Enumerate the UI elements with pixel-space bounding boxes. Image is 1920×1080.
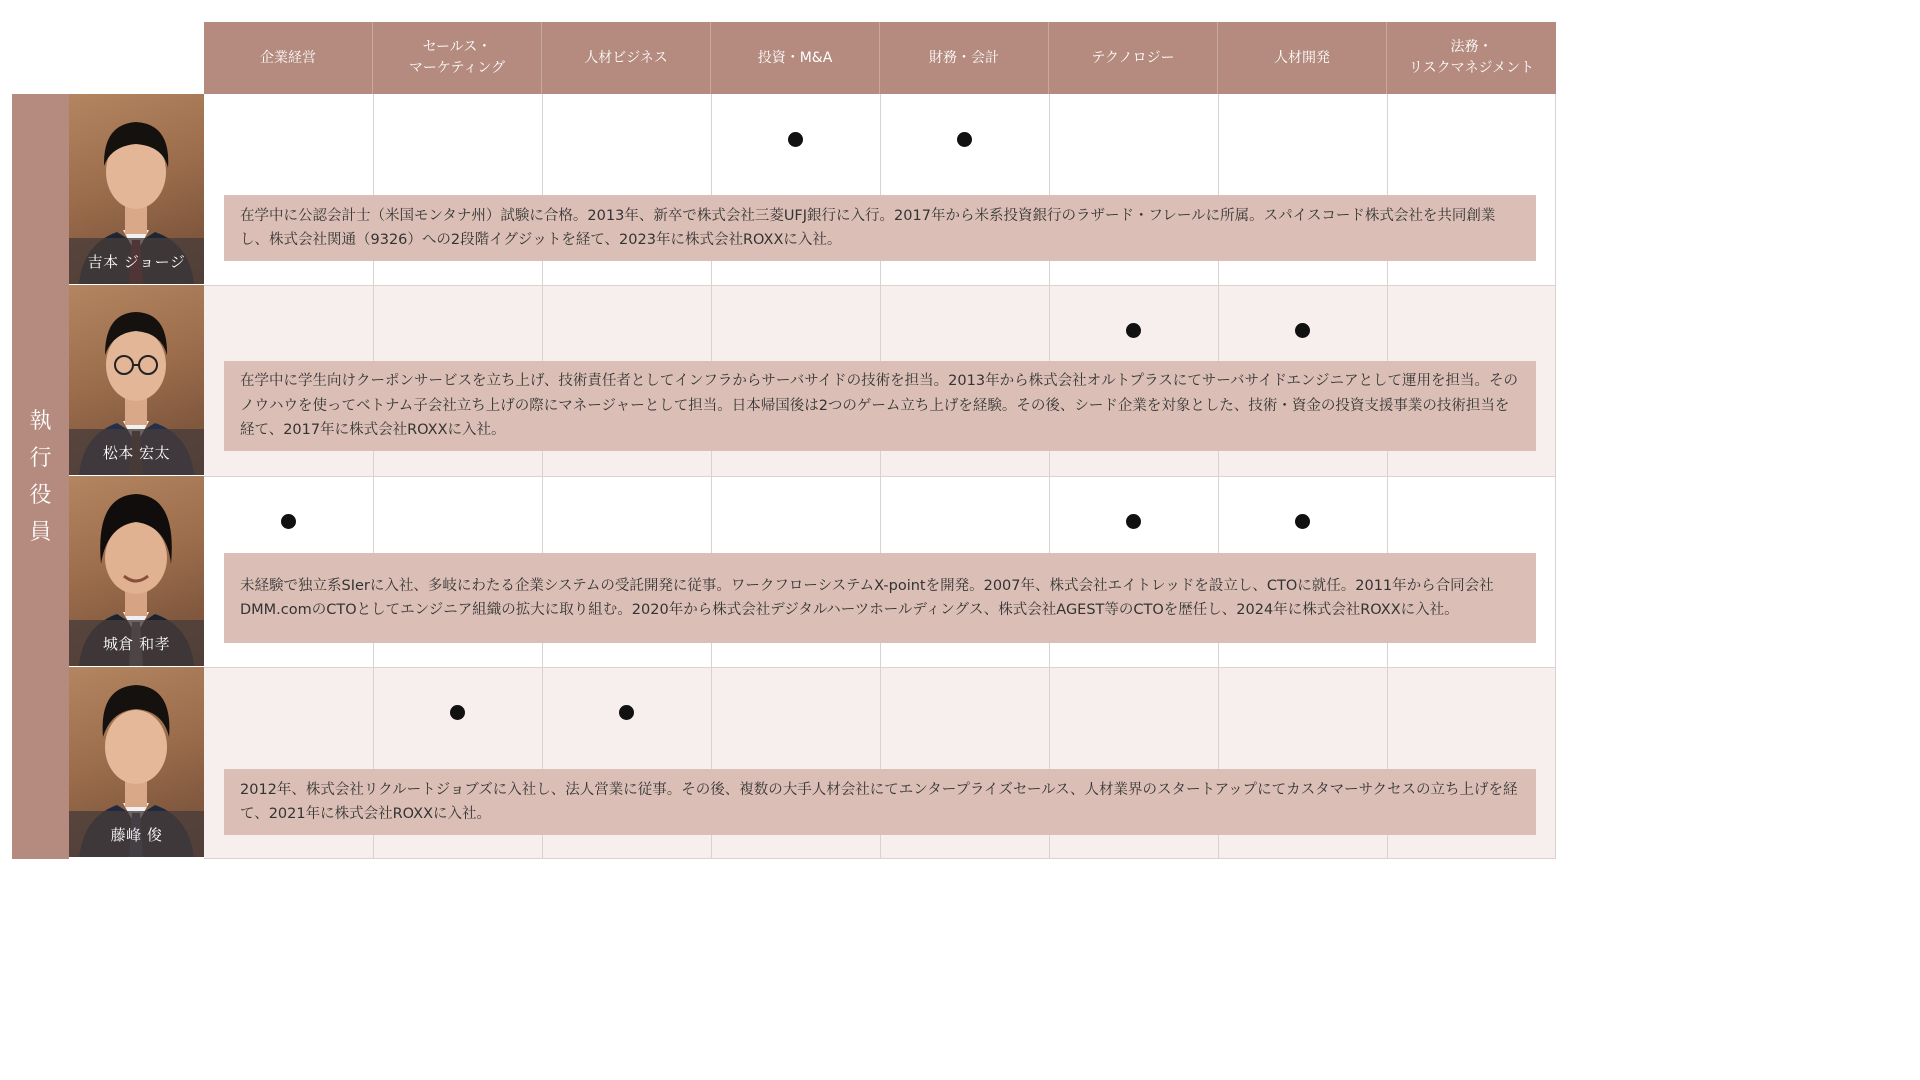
group-label-band bbox=[12, 94, 69, 859]
skill-dot bbox=[957, 132, 972, 147]
member-bio bbox=[224, 769, 1536, 835]
skill-dot bbox=[1295, 514, 1310, 529]
member-photo bbox=[69, 476, 204, 666]
column-header: 法務・ リスクマネジメント bbox=[1387, 22, 1556, 94]
member-name: 松本 宏太 bbox=[69, 429, 204, 475]
column-header: セールス・ マーケティング bbox=[373, 22, 542, 94]
grid-line bbox=[204, 476, 1556, 477]
column-header: 財務・会計 bbox=[880, 22, 1049, 94]
member-bio-text: 2012年、株式会社リクルートジョブズに入社し、法人営業に従事。その後、複数の大手人材会社にてエンタープライズセールス、人材業界のスタートアップにてカスタマーサクセスの立ち上げを経て、2021年に株式会社ROXXに入社。 bbox=[240, 781, 1518, 822]
member-photo bbox=[69, 667, 204, 857]
skill-dot bbox=[788, 132, 803, 147]
member-bio-text: 未経験で独立系SIerに入社、多岐にわたる企業システムの受託開発に従事。ワークフローシステムX-pointを開発。2007年、株式会社エイトレッドを設立し、CTOに就任。2011年から合同会社DMM.comのCTOとしてエンジニア組織の拡大に取り組む。2020年から株式会社デジタルハーツホールディングス、株式会社AGEST等のCTOを歴任し、2024年に株式会社ROXXに入社。 bbox=[240, 577, 1494, 618]
member-name: 吉本 ジョージ bbox=[69, 238, 204, 284]
grid-line bbox=[204, 285, 1556, 286]
member-name: 藤峰 俊 bbox=[69, 811, 204, 857]
skill-dot bbox=[1126, 323, 1141, 338]
column-header: 人材ビジネス bbox=[542, 22, 711, 94]
member-name: 城倉 和孝 bbox=[69, 620, 204, 666]
member-bio bbox=[224, 361, 1536, 451]
skill-dot bbox=[281, 514, 296, 529]
grid-line bbox=[204, 667, 1556, 668]
grid-line bbox=[204, 858, 1556, 859]
member-bio-text: 在学中に学生向けクーポンサービスを立ち上げ、技術責任者としてインフラからサーバサイドの技術を担当。2013年から株式会社オルトプラスにてサーバサイドエンジニアとして運用を担当。そのノウハウを使ってベトナム子会社立ち上げの際にマネージャーとして担当。日本帰国後は2つのゲーム立ち上げを経験。その後、シード企業を対象とした、技術・資金の投資支援事業の技術担当を経て、2017年に株式会社ROXXに入社。 bbox=[240, 373, 1519, 439]
column-header: 投資・M&A bbox=[711, 22, 880, 94]
skill-dot bbox=[1126, 514, 1141, 529]
member-bio bbox=[224, 553, 1536, 643]
column-header: 人材開発 bbox=[1218, 22, 1387, 94]
member-photo bbox=[69, 285, 204, 475]
column-header: 企業経営 bbox=[204, 22, 373, 94]
column-header: テクノロジー bbox=[1049, 22, 1218, 94]
member-bio-text: 在学中に公認会計士（米国モンタナ州）試験に合格。2013年、新卒で株式会社三菱UFJ銀行に入行。2017年から米系投資銀行のラザード・フレールに所属。スパイスコード株式会社を共同創業し、株式会社関通（9326）への2段階イグジットを経て、2023年に株式会社ROXXに入社。 bbox=[240, 207, 1496, 248]
member-bio bbox=[224, 195, 1536, 261]
group-label: 執行役員 bbox=[29, 408, 52, 545]
skill-dot bbox=[1295, 323, 1310, 338]
member-photo bbox=[69, 94, 204, 284]
